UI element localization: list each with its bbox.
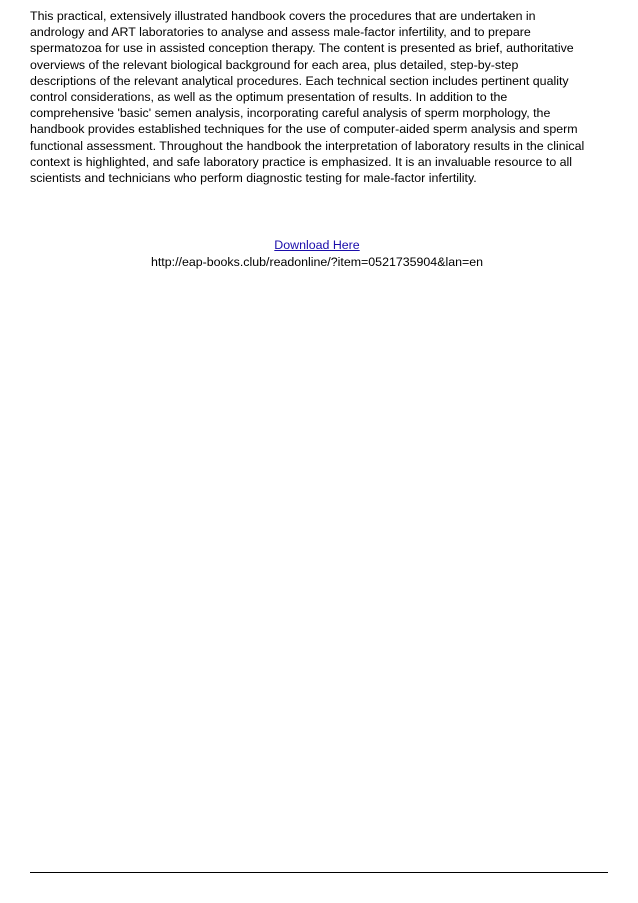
description-line: spermatozoa for use in assisted conception therapy. The content is presented as brief, authoritative <box>30 41 574 56</box>
download-url: http://eap-books.club/readonline/?item=0521735904&lan=en <box>150 255 484 269</box>
description-line: handbook provides established techniques for the use of computer-aided sperm analysis and sperm <box>30 122 578 137</box>
description-line: comprehensive 'basic' semen analysis, incorporating careful analysis of sperm morphology, the <box>30 106 551 121</box>
description-line: scientists and technicians who perform diagnostic testing for male-factor infertility. <box>30 171 477 186</box>
description-line: overviews of the relevant biological background for each area, plus detailed, step-by-step <box>30 57 519 72</box>
book-description <box>30 8 610 186</box>
description-line: This practical, extensively illustrated handbook covers the procedures that are undertaken in <box>30 9 536 23</box>
footer-divider <box>30 872 608 873</box>
download-section <box>0 237 638 271</box>
download-link[interactable]: Download Here <box>274 238 360 252</box>
description-line: context is highlighted, and safe laboratory practice is emphasized. It is an invaluable resource to all <box>30 154 573 169</box>
description-line: control considerations, as well as the optimum presentation of results. In addition to the <box>30 90 508 105</box>
description-line: descriptions of the relevant analytical procedures. Each technical section includes pertinent quality <box>30 73 569 88</box>
description-line: andrology and ART laboratories to analyse and assess male-factor infertility, and to prepare <box>30 25 531 40</box>
description-line: functional assessment. Throughout the handbook the interpretation of laboratory results in the clinical <box>30 138 585 153</box>
